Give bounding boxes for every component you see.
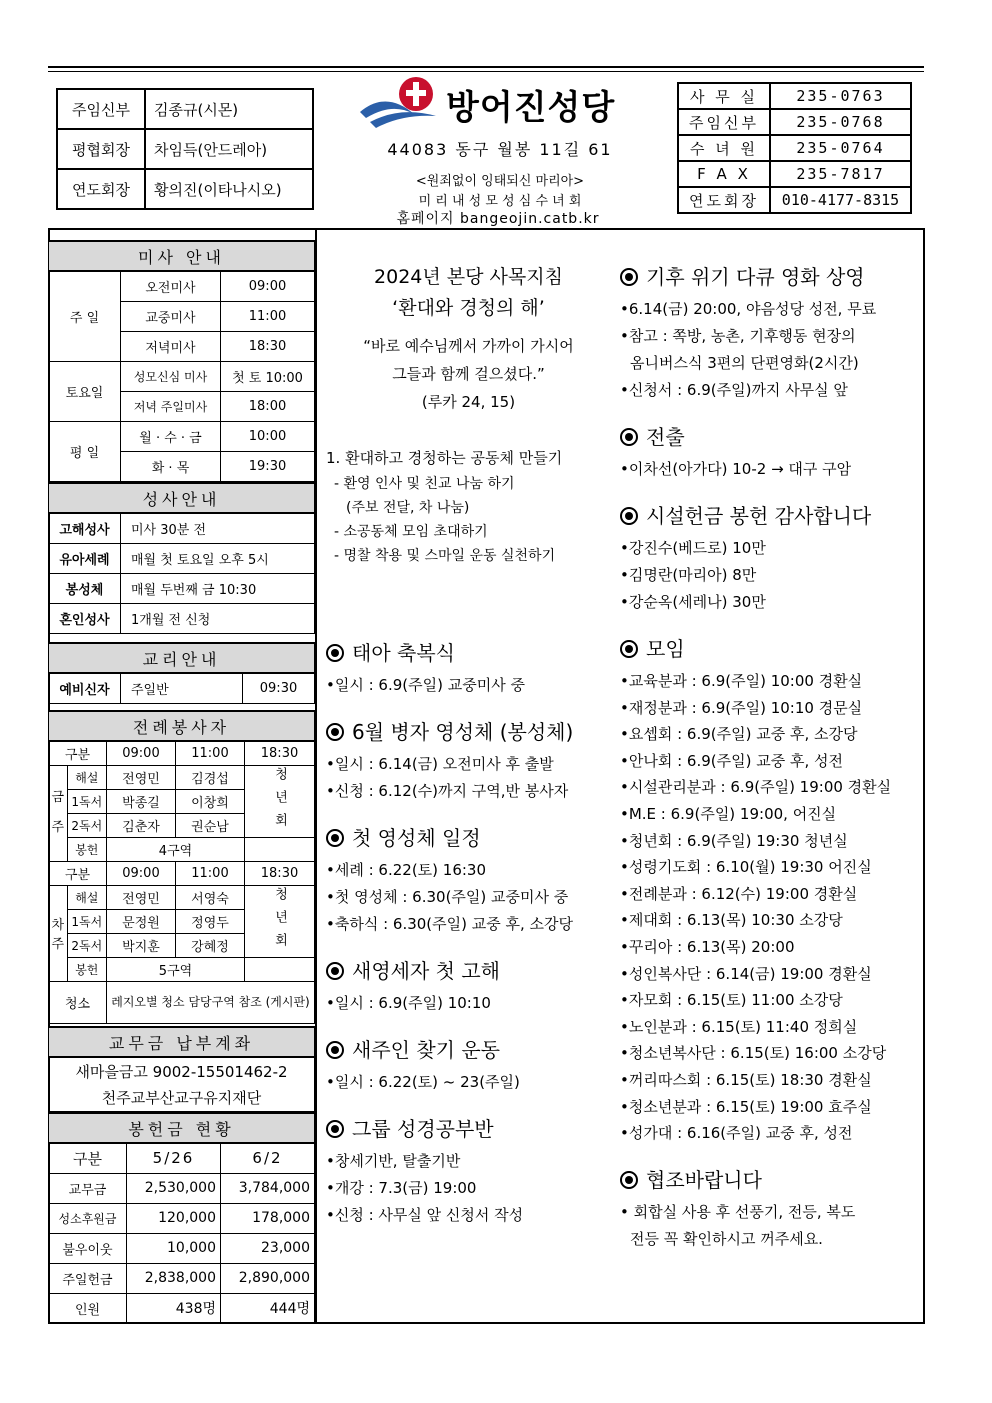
offering-value: 23,000 <box>221 1233 315 1263</box>
meetings-list <box>620 668 920 1147</box>
contact-number: 235-7817 <box>770 161 911 187</box>
server-name: 4구역 <box>107 837 245 861</box>
mass-name: 저녁 주일미사 <box>121 391 221 421</box>
pastoral-point: 1. 환대하고 경청하는 공동체 만들기 <box>326 449 563 467</box>
offering-value: 438명 <box>127 1293 221 1323</box>
bullet-icon <box>326 1041 344 1059</box>
mass-name: 저녁미사 <box>121 331 221 361</box>
pastoral-subtitle: ‘환대와 경청의 해’ <box>392 297 545 319</box>
contact-table <box>677 82 912 214</box>
section-title: 6월 병자 영성체 (봉성체) <box>352 720 574 744</box>
server-role: 2독서 <box>67 933 106 957</box>
section-heading <box>620 1165 920 1195</box>
meeting-item: •청소년분과 : 6.15(토) 19:00 효주실 <box>620 1097 872 1116</box>
contact-number: 235-0768 <box>770 109 911 135</box>
sacrament-table <box>48 482 315 634</box>
section-item: •이차선(아가다) 10-2 → 대구 구암 <box>620 460 852 478</box>
sacrament-value: 매월 두번째 금 10:30 <box>121 573 315 603</box>
sacrament-title: 성사안내 <box>49 483 315 513</box>
offering-head: 구분 <box>49 1143 127 1173</box>
section-title: 새주인 찾기 운동 <box>352 1038 500 1062</box>
servers-head: 09:00 <box>107 861 176 885</box>
offering-value: 3,784,000 <box>221 1173 315 1203</box>
section-title: 전출 <box>646 425 685 449</box>
server-name: 박지훈 <box>107 933 176 957</box>
section-heading <box>620 634 920 664</box>
mass-time: 첫 토 10:00 <box>221 361 315 391</box>
church-logo <box>356 72 446 134</box>
staff-value: 차임득(안드레아) <box>145 129 313 169</box>
offering-value: 444명 <box>221 1293 315 1323</box>
account-title: 교무금 납부계좌 <box>49 1027 315 1057</box>
doctrine-time: 09:30 <box>243 673 315 703</box>
sacrament-label: 봉성체 <box>49 573 121 603</box>
meeting-item: •안나회 : 6.9(주일) 교중 후, 성전 <box>620 751 843 770</box>
contact-label: 연도회장 <box>678 187 770 213</box>
cleaning-label: 청소 <box>49 981 107 1023</box>
meeting-item: •재정분과 : 6.9(주일) 10:10 경문실 <box>620 698 863 717</box>
offering-table <box>48 1112 315 1324</box>
server-name: 박종길 <box>107 789 176 813</box>
quote-line2: 그들과 함께 걸으셨다.” <box>392 365 545 383</box>
section-item: •세례 : 6.22(토) 16:30 <box>326 861 487 879</box>
servers-head: 구분 <box>49 861 107 885</box>
bullet-icon <box>326 644 344 662</box>
contact-number: 235-0764 <box>770 135 911 161</box>
sacrament-label: 혼인성사 <box>49 603 121 633</box>
section-title: 시설헌금 봉헌 감사합니다 <box>646 504 872 528</box>
sacrament-label: 유아세례 <box>49 543 121 573</box>
saturday-label: 토요일 <box>49 361 121 421</box>
section-item: •일시 : 6.22(토) ~ 23(주일) <box>326 1073 520 1091</box>
offering-value: 2,890,000 <box>221 1263 315 1293</box>
meeting-item: •성가대 : 6.16(주일) 교중 후, 성전 <box>620 1124 853 1143</box>
section-item: •강진수(베드로) 10만 <box>620 539 766 557</box>
meeting-item: •노인분과 : 6.15(토) 11:40 정희실 <box>620 1017 858 1036</box>
church-homepage[interactable]: 홈페이지 bangeojin.catb.kr <box>396 211 600 227</box>
mass-name: 교중미사 <box>121 301 221 331</box>
contact-number: 010-4177-8315 <box>770 187 911 213</box>
servers-head: 11:00 <box>175 861 244 885</box>
section-title: 태아 축복식 <box>352 641 455 665</box>
offering-value: 178,000 <box>221 1203 315 1233</box>
account-table <box>48 1026 315 1112</box>
staff-label: 주임신부 <box>57 89 145 129</box>
account-line1: 새마을금고 9002-15501462-2 <box>49 1057 315 1084</box>
server-role: 봉헌 <box>67 957 106 981</box>
section-heading <box>326 823 611 853</box>
servers-head: 18:30 <box>245 861 315 885</box>
section-item: 옴니버스식 3편의 단편영화(2시간) <box>630 354 859 372</box>
right-column <box>620 262 920 1253</box>
server-name: 김경섭 <box>175 765 244 789</box>
section-title: 협조바랍니다 <box>646 1167 762 1192</box>
section-title: 모임 <box>646 637 685 661</box>
section-heading <box>620 262 920 292</box>
bullet-icon <box>620 1171 638 1189</box>
bullet-icon <box>326 829 344 847</box>
contact-label: 사 무 실 <box>678 83 770 109</box>
doctrine-label: 예비신자 <box>49 673 121 703</box>
meeting-item: •자모회 : 6.15(토) 11:00 소강당 <box>620 991 843 1010</box>
doctrine-table <box>48 642 315 704</box>
meeting-item: •요셉회 : 6.9(주일) 교중 후, 소강당 <box>620 725 858 744</box>
section-heading <box>326 1035 611 1065</box>
sacrament-value: 매월 첫 토요일 오후 5시 <box>121 543 315 573</box>
mass-time: 18:00 <box>221 391 315 421</box>
server-name: 정영두 <box>175 909 244 933</box>
server-name: 전영민 <box>107 885 176 909</box>
servers-head: 18:30 <box>245 741 315 765</box>
offering-label: 인원 <box>49 1293 127 1323</box>
church-name: 방어진성당 <box>446 88 616 128</box>
doctrine-title: 교리안내 <box>49 643 315 673</box>
meeting-item: •교육분과 : 6.9(주일) 10:00 경환실 <box>620 672 863 690</box>
account-line2: 천주교부산교구유지재단 <box>49 1084 315 1111</box>
church-motto: <원죄없이 잉태되신 마리아> <box>415 174 585 189</box>
server-role: 2독서 <box>67 813 106 837</box>
bullet-icon <box>620 640 638 658</box>
staff-table <box>56 88 314 210</box>
section-item: •첫 영성체 : 6.30(주일) 교중미사 중 <box>326 888 569 906</box>
section-item: • 회합실 사용 후 선풍기, 전등, 복도 <box>620 1202 856 1221</box>
servers-title: 전례봉사자 <box>49 711 315 741</box>
offering-label: 주일헌금 <box>49 1263 127 1293</box>
section-item: •신청 : 6.12(수)까지 구역,반 봉사자 <box>326 782 569 800</box>
section-item: •김명란(마리아) 8만 <box>620 566 757 584</box>
section-heading <box>326 638 611 668</box>
section-item: •일시 : 6.14(금) 오전미사 후 출발 <box>326 755 554 773</box>
server-name: 5구역 <box>107 957 245 981</box>
staff-label: 연도회장 <box>57 169 145 209</box>
quote-line1: “바로 예수님께서 가까이 가시어 <box>363 337 574 355</box>
section-heading <box>620 501 920 531</box>
mass-title: 미사 안내 <box>49 241 315 271</box>
section-title: 새영세자 첫 고해 <box>352 959 500 983</box>
cleaning-text: 레지오별 청소 담당구역 참조 (게시판) <box>107 981 315 1023</box>
section-item: •6.14(금) 20:00, 야음성당 성전, 무료 <box>620 300 877 318</box>
mass-time: 19:30 <box>221 451 315 481</box>
top-rule-thin <box>48 71 924 72</box>
server-name: 강혜정 <box>175 933 244 957</box>
section-heading <box>620 422 920 452</box>
offering-head: 5/26 <box>127 1143 221 1173</box>
middle-column <box>326 262 611 1229</box>
meeting-item: •청년회 : 6.9(주일) 19:30 청년실 <box>620 831 848 850</box>
mass-time: 09:00 <box>221 271 315 301</box>
section-item: •개강 : 7.3(금) 19:00 <box>326 1179 477 1197</box>
meeting-item: •꾸리아 : 6.13(목) 20:00 <box>620 937 795 956</box>
servers-head: 09:00 <box>107 741 176 765</box>
bullet-icon <box>620 428 638 446</box>
server-role: 해설 <box>67 885 106 909</box>
bullet-icon <box>326 723 344 741</box>
section-item: •축하식 : 6.30(주일) 교중 후, 소강당 <box>326 915 574 933</box>
section-heading <box>326 1114 611 1144</box>
staff-value: 황의진(이타나시오) <box>145 169 313 209</box>
meeting-item: •제대회 : 6.13(목) 10:30 소강당 <box>620 911 843 930</box>
church-address: 44083 동구 월봉 11길 61 <box>387 140 613 159</box>
church-convent: 미 리 내 성 모 성 심 수 녀 회 <box>418 194 582 209</box>
contact-label: 수 녀 원 <box>678 135 770 161</box>
pastoral-subpoint: - 소공동체 모임 초대하기 <box>334 524 488 540</box>
offering-value: 2,530,000 <box>127 1173 221 1203</box>
left-column <box>48 228 317 1324</box>
meeting-item: •시설관리분과 : 6.9(주일) 19:00 경환실 <box>620 778 892 797</box>
offering-title: 봉헌금 현황 <box>49 1113 315 1143</box>
meeting-item: •성령기도회 : 6.10(월) 19:30 어진실 <box>620 858 872 877</box>
staff-value: 김종규(시몬) <box>145 89 313 129</box>
contact-number: 235-0763 <box>770 83 911 109</box>
offering-label: 성소후원금 <box>49 1203 127 1233</box>
section-item: •일시 : 6.9(주일) 10:10 <box>326 994 491 1012</box>
pastoral-subpoint: (주보 전달, 차 나눔) <box>346 500 470 516</box>
section-item: •일시 : 6.9(주일) 교중미사 중 <box>326 676 525 694</box>
section-item: •창세기반, 탈출기반 <box>326 1152 461 1170</box>
offering-value: 120,000 <box>127 1203 221 1233</box>
pastoral-title: 2024년 본당 사목지침 <box>374 266 563 288</box>
server-role: 봉헌 <box>67 837 106 861</box>
contact-label: F A X <box>678 161 770 187</box>
week2-label: 차주 <box>49 885 68 981</box>
bullet-icon <box>326 962 344 980</box>
sacrament-value: 1개월 전 신청 <box>121 603 315 633</box>
staff-label: 평협회장 <box>57 129 145 169</box>
mass-name: 오전미사 <box>121 271 221 301</box>
offering-value: 10,000 <box>127 1233 221 1263</box>
meeting-item: •성인복사단 : 6.14(금) 19:00 경환실 <box>620 964 872 983</box>
server-name: 서영숙 <box>175 885 244 909</box>
section-item: •참고 : 쪽방, 농촌, 기후행동 현장의 <box>620 327 856 345</box>
doctrine-value: 주일반 <box>121 673 243 703</box>
server-name: 권순남 <box>175 813 244 837</box>
section-item: •신청서 : 6.9(주일)까지 사무실 앞 <box>620 381 848 399</box>
week2-youth: 청년회 <box>245 885 315 957</box>
bullet-icon <box>326 1120 344 1138</box>
mass-name: 월 · 수 · 금 <box>121 421 221 451</box>
bullet-icon <box>620 507 638 525</box>
sacrament-value: 미사 30분 전 <box>121 513 315 543</box>
mass-name: 화 · 목 <box>121 451 221 481</box>
meeting-item: •청소년복사단 : 6.15(토) 16:00 소강당 <box>620 1044 887 1063</box>
server-role: 1독서 <box>67 909 106 933</box>
meeting-item: •꺼리따스회 : 6.15(토) 18:30 경환실 <box>620 1070 872 1089</box>
server-name: 이창희 <box>175 789 244 813</box>
section-title: 첫 영성체 일정 <box>352 826 481 850</box>
server-role: 해설 <box>67 765 106 789</box>
sunday-label: 주 일 <box>49 271 121 361</box>
quote-ref: (루카 24, 15) <box>421 393 516 411</box>
offering-head: 6/2 <box>221 1143 315 1173</box>
pastoral-subpoint: - 환영 인사 및 친교 나눔 하기 <box>334 476 515 492</box>
mass-name: 성모신심 미사 <box>121 361 221 391</box>
section-heading <box>326 717 611 747</box>
mass-time: 11:00 <box>221 301 315 331</box>
servers-head: 구분 <box>49 741 107 765</box>
section-item: 전등 꼭 확인하시고 꺼주세요. <box>630 1229 823 1248</box>
servers-head: 11:00 <box>175 741 244 765</box>
servers-table <box>48 710 315 1024</box>
pastoral-subpoint: - 명찰 착용 및 스마일 운동 실천하기 <box>334 548 556 564</box>
server-role: 1독서 <box>67 789 106 813</box>
mass-time: 18:30 <box>221 331 315 361</box>
weekday-label: 평 일 <box>49 421 121 481</box>
offering-value: 2,838,000 <box>127 1263 221 1293</box>
offering-label: 불우이웃 <box>49 1233 127 1263</box>
server-name: 전영민 <box>107 765 176 789</box>
section-title: 그룹 성경공부반 <box>352 1117 494 1141</box>
bullet-icon <box>620 268 638 286</box>
server-name: 김춘자 <box>107 813 176 837</box>
section-item: •강순옥(세레나) 30만 <box>620 593 766 611</box>
contact-label: 주임신부 <box>678 109 770 135</box>
meeting-item: •M.E : 6.9(주일) 19:00, 어진실 <box>620 804 837 823</box>
mass-table <box>48 240 315 482</box>
server-name: 문정원 <box>107 909 176 933</box>
mass-time: 10:00 <box>221 421 315 451</box>
top-rule <box>48 66 924 68</box>
section-title: 기후 위기 다큐 영화 상영 <box>646 265 865 289</box>
offering-label: 교무금 <box>49 1173 127 1203</box>
week1-youth: 청년회 <box>245 765 315 837</box>
section-item: •신청 : 사무실 앞 신청서 작성 <box>326 1206 524 1224</box>
sacrament-label: 고해성사 <box>49 513 121 543</box>
section-heading <box>326 956 611 986</box>
week1-label: 금주 <box>49 765 68 861</box>
meeting-item: •전례분과 : 6.12(수) 19:00 경환실 <box>620 884 858 903</box>
